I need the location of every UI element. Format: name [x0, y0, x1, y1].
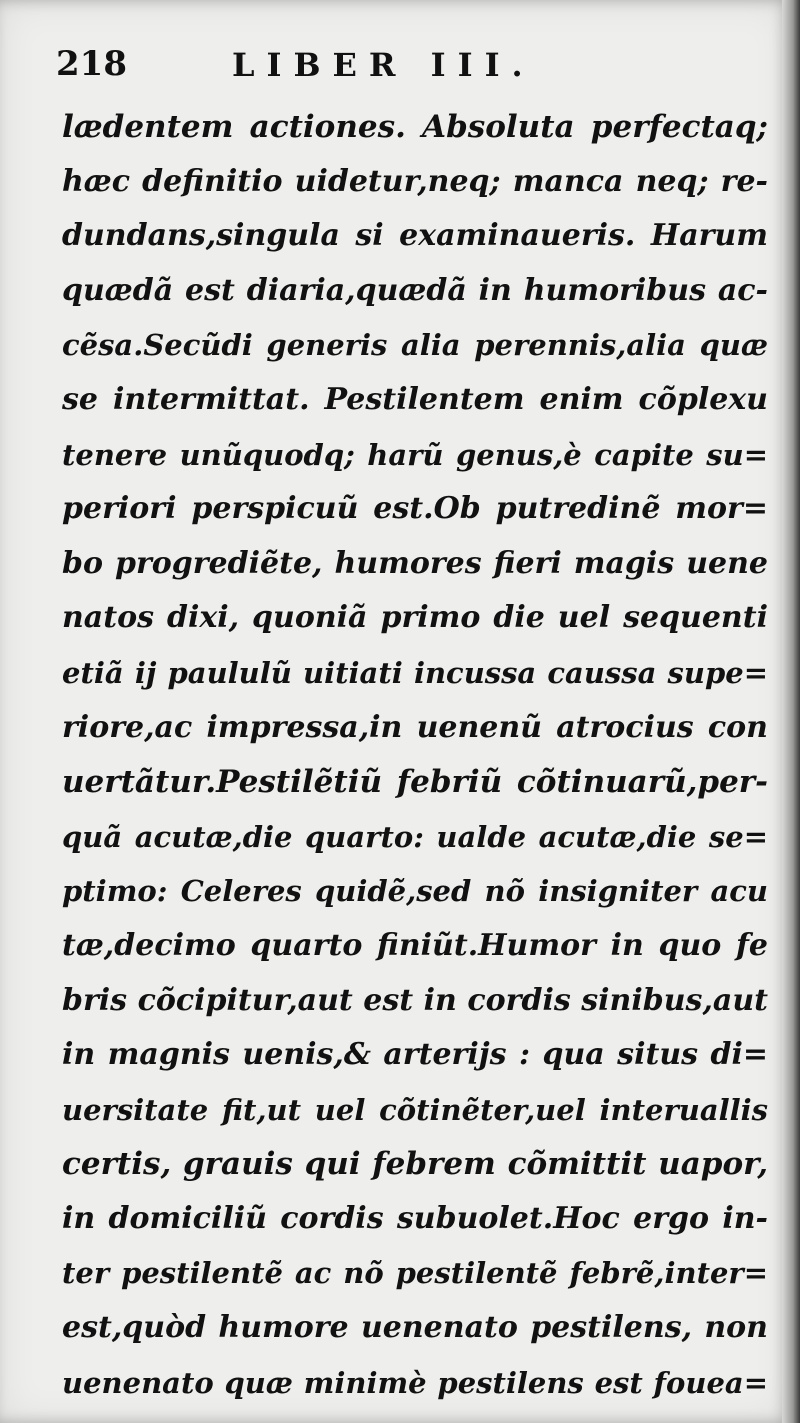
page-edge-shadow: [782, 0, 800, 1423]
text-line: ter pestilentẽ ac nõ pestilentẽ febrẽ,inter=: [62, 1256, 768, 1291]
text-line: riore,ac impressa,in uenenũ atrocius con: [62, 709, 768, 745]
text-line: uertãtur.Pestilẽtiũ febriũ cõtinuarũ,per-: [62, 764, 768, 801]
running-head: [56, 44, 756, 92]
text-line: ptimo: Celeres quidẽ,sed nõ insigniter acu: [62, 874, 768, 909]
running-title: LIBER III.: [232, 46, 535, 84]
text-line: periori perspicuũ est.Ob putredinẽ mor=: [62, 491, 768, 527]
text-line: se intermittat. Pestilentem enim cõplexu: [62, 381, 768, 417]
text-line: uenenato quæ minimè pestilens est fouea=: [62, 1365, 768, 1400]
text-line: tenere unũquodq; harũ genus,è capite su=: [62, 437, 768, 472]
text-line: certis, grauis qui febrem cõmittit uapor,: [62, 1146, 768, 1183]
text-line: uersitate fit,ut uel cõtinẽter,uel interuallis: [62, 1092, 768, 1127]
text-line: lædentem actiones. Absoluta perfectaq;: [62, 109, 768, 145]
text-line: dundans,singula si examinaueris. Harum: [62, 218, 768, 254]
text-line: hæc definitio uidetur,neq; manca neq; re-: [62, 163, 768, 199]
text-line: natos dixi, quoniã primo die uel sequenti: [62, 600, 768, 636]
text-line: quædã est diaria,quædã in humoribus ac-: [62, 272, 768, 308]
text-line: bo progrediẽte, humores fieri magis uene: [62, 545, 768, 581]
text-line: bris cõcipitur,aut est in cordis sinibus,aut: [62, 982, 768, 1018]
page-number: 218: [56, 44, 127, 84]
text-line: quã acutæ,die quarto: ualde acutæ,die se=: [62, 819, 768, 854]
text-line: cẽsa.Secũdi generis alia perennis,alia quæ: [62, 328, 768, 363]
text-line: est,quòd humore uenenato pestilens, non: [62, 1310, 768, 1346]
text-line: in magnis uenis,& arterijs : qua situs di=: [62, 1037, 768, 1073]
text-line: etiã ij paululũ uitiati incussa caussa supe=: [62, 655, 768, 690]
text-line: tæ,decimo quarto finiũt.Humor in quo fe: [62, 927, 768, 963]
text-line: in domiciliũ cordis subuolet.Hoc ergo in-: [62, 1200, 768, 1236]
body-text: [62, 100, 768, 1410]
